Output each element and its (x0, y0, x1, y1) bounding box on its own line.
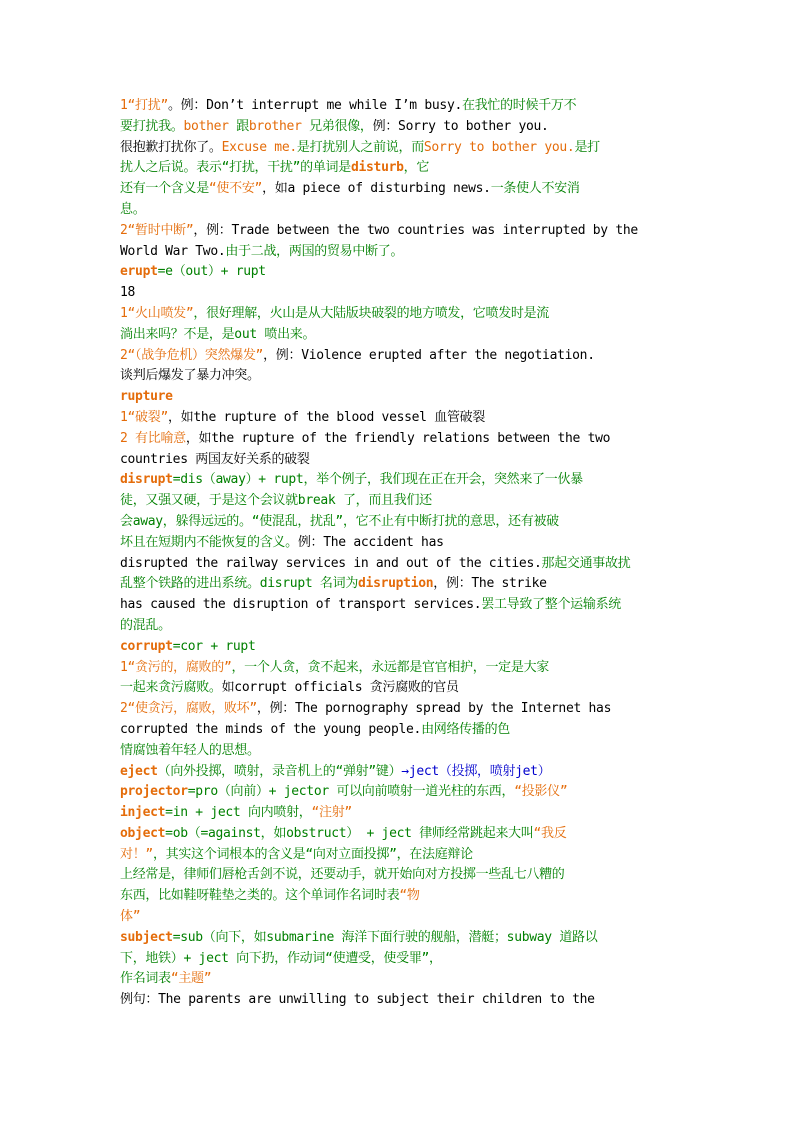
text-run: 的混乱。 (120, 617, 171, 633)
headword: erupt (120, 264, 158, 280)
text-run: 上经常是，律师们唇枪舌剑不说，还要动手，就开始向对方投掷一些乱七八糟的 (120, 867, 565, 883)
text-run: ，其实这个词根本的含义是“向对立面投掷”，在法庭辩论 (152, 846, 473, 862)
text-run: ，如the rupture of the blood vessel 血管破裂 (167, 409, 486, 425)
text-line (120, 304, 720, 325)
text-run: 徒，又强又硬，于是这个会议就break 了，而且我们还 (120, 493, 432, 509)
text-run: 跟 (236, 118, 249, 134)
text-run: “注射” (311, 805, 352, 821)
text-run: 淌出来吗？不是，是out 喷出来。 (120, 326, 316, 342)
text-run: 兄弟很像， (309, 118, 373, 134)
text-line (120, 803, 720, 824)
text-line (120, 512, 720, 533)
text-run: 例句：The parents are unwilling to subject their children to the (120, 992, 595, 1008)
text-line (120, 616, 720, 637)
text-run: “物 (399, 888, 420, 904)
text-run: 2 有比喻意 (120, 430, 186, 446)
text-run: ，一个人贪，贪不起来，永远都是官官相护，一定是大家 (231, 659, 549, 675)
text-run: 那起交通事故扰 (541, 555, 631, 571)
text-run: 如corrupt officials 贪污腐败的官员 (221, 680, 459, 696)
text-run: “我反 (533, 825, 567, 841)
text-line (120, 678, 720, 699)
headword: disruption (358, 576, 434, 592)
headword: disturb (350, 160, 404, 176)
text-line (120, 96, 720, 117)
text-run: 扰人之后说。表示“打扰，干扰”的单词是 (120, 160, 351, 176)
text-line (120, 554, 720, 575)
text-run: 1“贪污的，腐败的” (120, 659, 232, 675)
text-run: 作名词表 (120, 971, 171, 987)
text-run: “投影仪” (514, 784, 568, 800)
text-line (120, 949, 720, 970)
text-line (120, 408, 720, 429)
text-line (120, 762, 720, 783)
text-line (120, 969, 720, 990)
text-run: ，例：Trade between the two countries was interrupted by the (193, 222, 638, 238)
text-line (120, 658, 720, 679)
text-run: 由于二战，两国的贸易中断了。 (225, 243, 404, 259)
text-run: Sorry to bother you. (423, 139, 575, 155)
text-run: corrupted the minds of the young people. (120, 721, 422, 737)
text-line (120, 845, 720, 866)
text-line (120, 990, 720, 1011)
text-run: 2“使贪污，腐败，败坏” (120, 701, 257, 717)
text-line (120, 262, 720, 283)
text-run: ，如a piece of disturbing news. (262, 181, 491, 197)
text-run: 对！” (120, 846, 153, 862)
text-run: countries 两国友好关系的破裂 (120, 451, 310, 467)
text-run: World War Two. (120, 243, 226, 259)
headword: corrupt (120, 638, 173, 654)
text-run: 情腐蚀着年轻人的思想。 (120, 742, 260, 758)
text-run: 体” (120, 909, 141, 925)
text-run: 下，地铁）+ ject 向下扔，作动词“使遭受，使受罪”， (120, 950, 442, 966)
text-run: =cor + rupt (172, 638, 256, 654)
text-run: 例：Sorry to bother you. (372, 118, 549, 134)
text-run: =ob（=against，如obstruct） + ject 律师经常跳起来大叫 (165, 825, 534, 841)
text-run: 2“（战争危机）突然爆发” (120, 347, 264, 363)
text-run: 息。 (120, 201, 146, 217)
text-run: 由网络传播的色 (421, 721, 510, 737)
headword: object (120, 825, 166, 841)
text-run: has caused the disruption of transport services. (120, 597, 482, 613)
text-line (120, 117, 720, 138)
text-run: 一条使人不安消 (490, 181, 580, 197)
text-run: 18 (120, 285, 136, 301)
text-line (120, 637, 720, 658)
text-run: （向外投掷，喷射，录音机上的“弹射”键） (157, 763, 402, 779)
text-line (120, 824, 720, 845)
text-line (120, 741, 720, 762)
text-run: 罢工导致了整个运输系统 (481, 597, 621, 613)
text-run: →ject（投掷，喷射jet） (401, 763, 551, 779)
text-run: 要打扰我。 (120, 118, 184, 134)
text-line (120, 720, 720, 741)
text-run: bother (183, 118, 237, 134)
document-page (120, 96, 720, 1011)
text-run: ，如the rupture of the friendly relations between the two (185, 430, 611, 446)
text-run: 1“火山喷发” (120, 305, 194, 321)
text-run: 谈判后爆发了暴力冲突。 (120, 368, 260, 384)
text-run: ，很好理解，火山是从大陆版块破裂的地方喷发，它喷发时是流 (193, 305, 549, 321)
text-run: 1“破裂” (120, 409, 168, 425)
text-line (120, 366, 720, 387)
text-line (120, 346, 720, 367)
headword: rupture (120, 389, 173, 405)
headword: inject (120, 805, 166, 821)
text-run: brother (248, 118, 310, 134)
text-run: 2“暂时中断” (120, 222, 194, 238)
text-line (120, 158, 720, 179)
text-line (120, 429, 720, 450)
headword: disrupt (120, 472, 173, 488)
text-line (120, 450, 720, 471)
text-run: 。例：Don’t interrupt me while I’m busy. (167, 98, 462, 113)
text-line (120, 221, 720, 242)
headword: eject (120, 763, 158, 779)
text-run: disrupted the railway services in and out of the cities. (120, 555, 542, 571)
text-line (120, 907, 720, 928)
text-line (120, 595, 720, 616)
text-run: 很抱歉打扰你了。 (120, 139, 222, 155)
text-line (120, 387, 720, 408)
text-line (120, 865, 720, 886)
text-run: “使不安” (208, 181, 263, 197)
text-run: 东西，比如鞋呀鞋垫之类的。这个单词作名词时表 (120, 888, 400, 904)
text-line (120, 491, 720, 512)
text-run: =sub（向下，如submarine 海洋下面行驶的舰船，潜艇；subway 道路以 (172, 929, 598, 945)
text-run: =dis（away）+ rupt，举个例子，我们现在正在开会，突然来了一伙暴 (172, 472, 583, 488)
text-run: Excuse me. (221, 139, 297, 155)
text-run: ，例：The strike (433, 576, 547, 592)
text-line (120, 325, 720, 346)
text-run: 1“打扰” (120, 98, 168, 113)
text-line (120, 574, 720, 595)
text-line (120, 533, 720, 554)
text-run: =pro（向前）+ jector 可以向前喷射一道光柱的东西， (187, 784, 515, 800)
text-run: =in + ject 向内喷射， (165, 805, 312, 821)
text-run: 还有一个含义是 (120, 181, 209, 197)
text-run: 会away，躲得远远的。“使混乱，扰乱”，它不止有中断打扰的意思，还有被破 (120, 513, 559, 529)
text-line (120, 886, 720, 907)
text-run: =e（out）+ rupt (157, 264, 266, 280)
text-line (120, 928, 720, 949)
text-run: 一起来贪污腐败。 (120, 680, 222, 696)
text-line (120, 283, 720, 304)
text-line (120, 699, 720, 720)
text-line (120, 138, 720, 159)
text-run: ，它 (403, 160, 430, 176)
text-line (120, 782, 720, 803)
headword: projector (120, 784, 188, 800)
text-run: ，例：The pornography spread by the Internet has (256, 701, 612, 717)
text-run: ，例：Violence erupted after the negotiation. (263, 347, 595, 363)
text-line (120, 470, 720, 491)
text-run: 例：The accident has (297, 534, 444, 550)
text-line (120, 242, 720, 263)
headword: subject (120, 929, 173, 945)
text-run: “主题” (170, 971, 212, 987)
text-run: 是打扰别人之前说，而 (296, 139, 424, 155)
text-line (120, 179, 720, 200)
text-run: 乱整个铁路的进出系统。disrupt 名词为 (120, 576, 359, 592)
text-line (120, 200, 720, 221)
text-run: 是打 (574, 139, 600, 155)
text-run: 坏且在短期内不能恢复的含义。 (120, 534, 298, 550)
text-run: 在我忙的时候千万不 (462, 98, 577, 113)
